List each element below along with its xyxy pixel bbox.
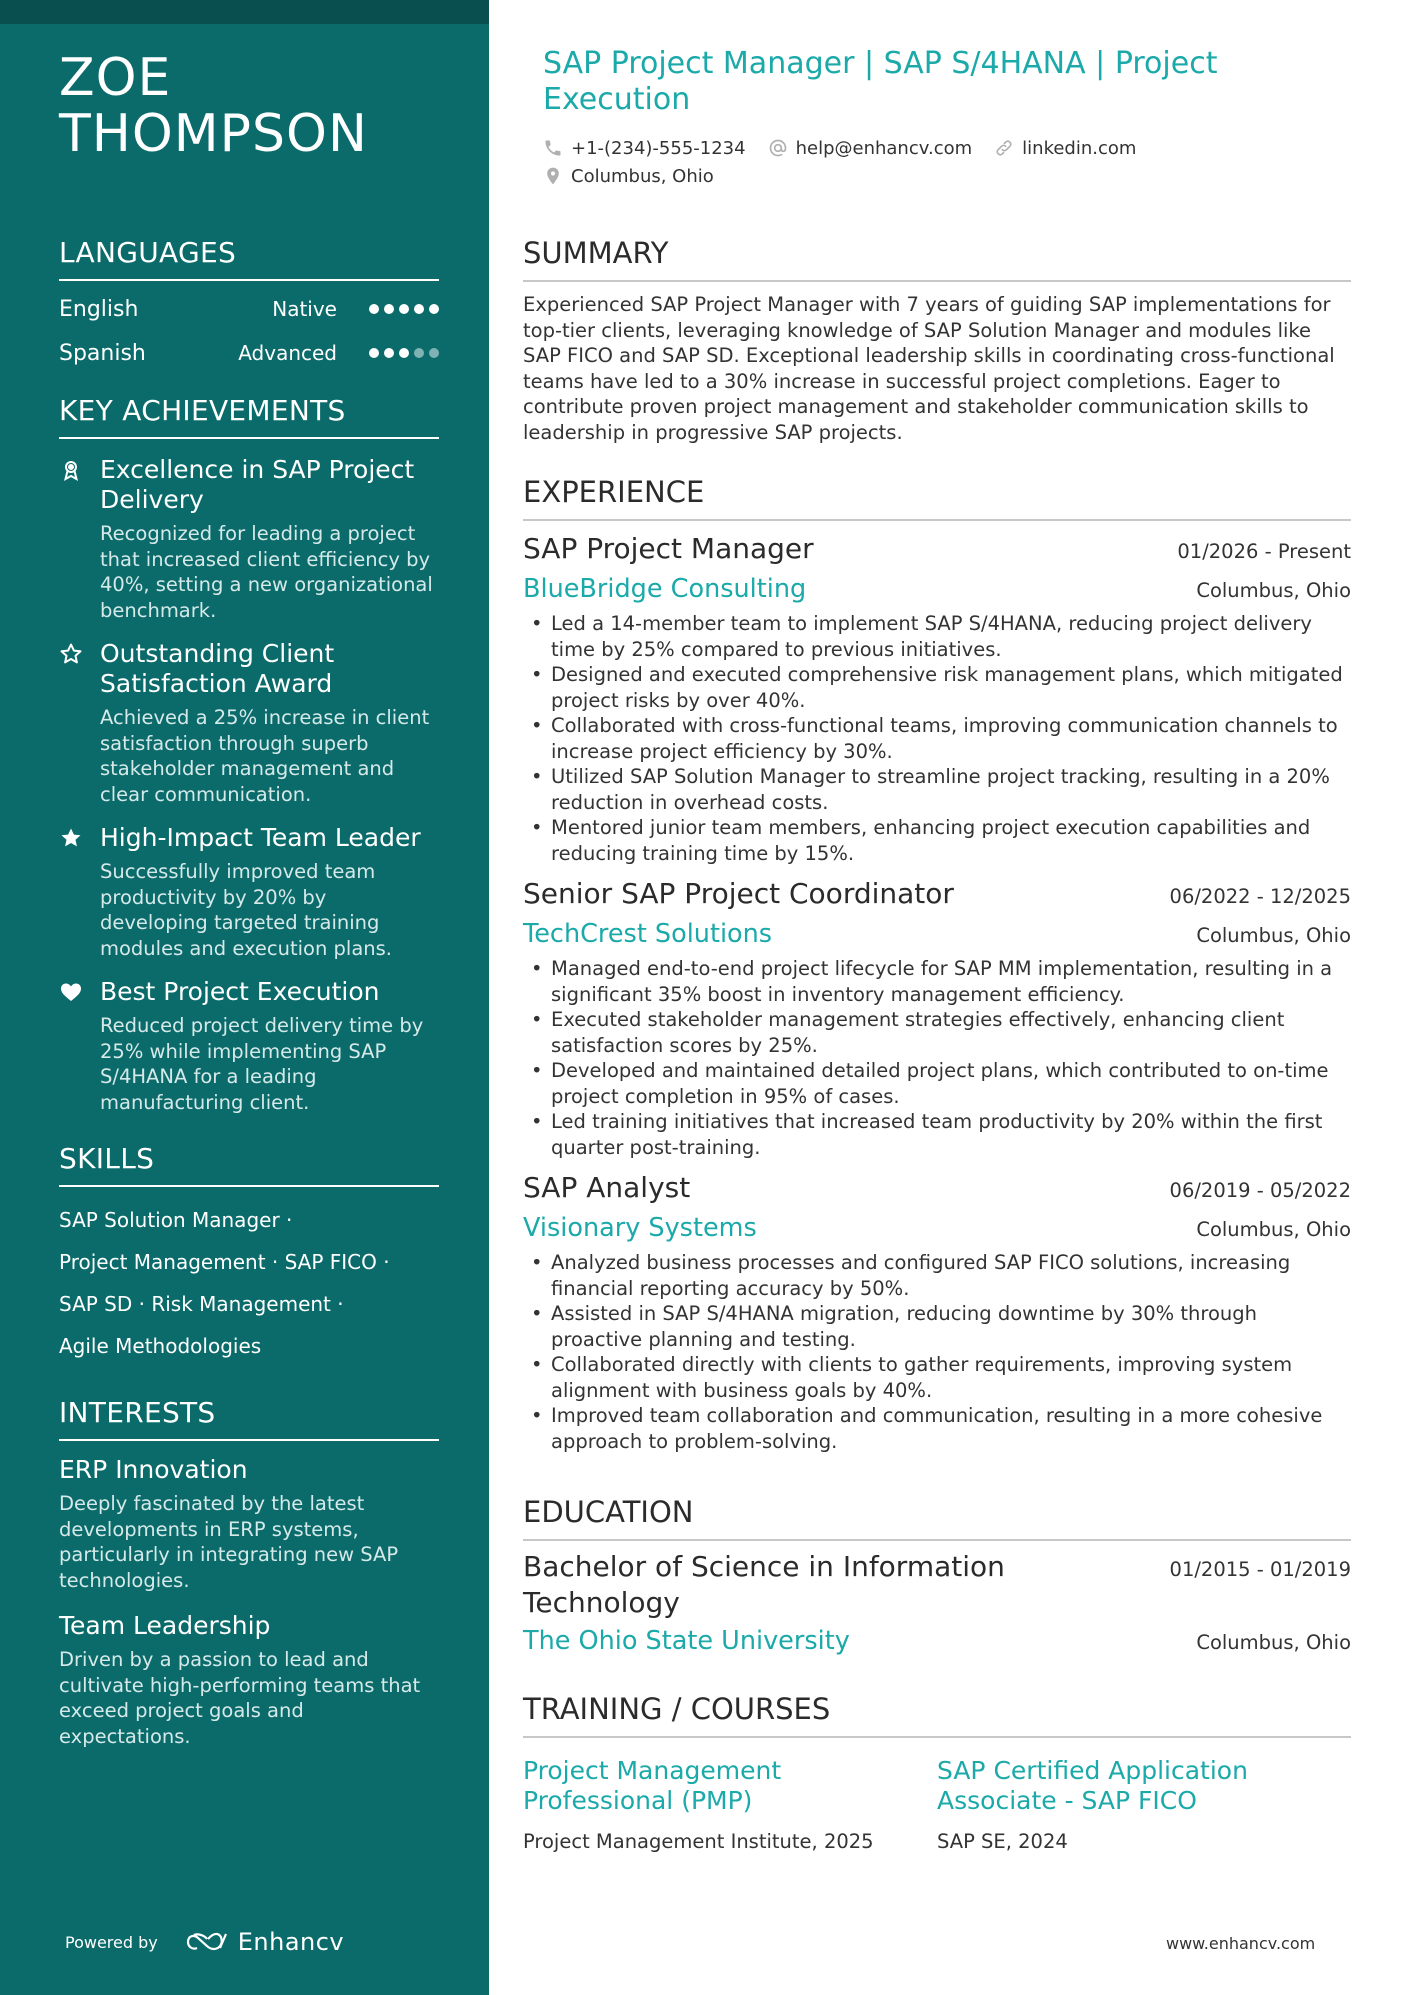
heart-icon [59, 980, 83, 1004]
job-bullet: • Led training initiatives that increased team productivity by 20% within the first quarter post-training. [523, 1109, 1351, 1160]
course-title: SAP Certified Application Associate - SAP FICO [937, 1756, 1248, 1815]
achievement-title: Outstanding Client Satisfaction Award [100, 639, 335, 698]
skills-heading: SKILLS [59, 1142, 439, 1187]
education-section [523, 1495, 1351, 1661]
training-heading: TRAINING / COURSES [523, 1692, 1351, 1738]
contact-email[interactable]: help@enhancv.com [768, 138, 973, 159]
job-bullets [523, 611, 1351, 866]
languages-section [59, 236, 439, 375]
star-outline-icon [59, 642, 83, 666]
interest-title: Team Leadership [59, 1611, 271, 1640]
rating-dot [384, 304, 394, 314]
job-company: Visionary Systems [523, 1213, 757, 1243]
job-location: Columbus, Ohio [1196, 924, 1351, 947]
education-degree: Bachelor of Science in Information Technology [523, 1550, 1005, 1619]
powered-by-label: Powered by [65, 1932, 158, 1952]
enhancv-logo-icon [184, 1930, 230, 1954]
star-filled-icon [59, 826, 83, 850]
rating-dot [414, 304, 424, 314]
rating-dot [429, 304, 439, 314]
achievement-desc: Achieved a 25% increase in client satisfaction through superb stakeholder management and clear communication. [100, 706, 430, 806]
contact-phone[interactable]: +1-(234)-555-1234 [543, 138, 746, 159]
summary-text: Experienced SAP Project Manager with 7 years of guiding SAP implementations for top-tier clients, leveraging knowledge of SAP Solution Manager and modules like SAP FICO and SAP SD. Exceptional leadership skills in coordinating cross-functional teams have led to a 30% increase in successful project completions. Eager to contribute proven project management and stakeholder communication skills to leadership in progressive SAP projects. [523, 293, 1335, 444]
phone-icon [543, 138, 563, 158]
interest-item [59, 1609, 439, 1749]
course-title: Project Management Professional (PMP) [523, 1756, 782, 1815]
job-bullet: • Mentored junior team members, enhancing project execution capabilities and reducing training time by 15%. [523, 815, 1351, 866]
skill-line: SAP SD · Risk Management · [59, 1292, 344, 1316]
skills-section [59, 1142, 439, 1367]
rating-dot [399, 304, 409, 314]
job-bullet: • Managed end-to-end project lifecycle for SAP MM implementation, resulting in a significant 35% boost in inventory management efficiency. [523, 956, 1351, 1007]
job-bullet: • Assisted in SAP S/4HANA migration, reducing downtime by 30% through proactive planning and testing. [523, 1301, 1351, 1352]
language-rating [369, 348, 439, 358]
sidebar-top-bar [0, 0, 489, 24]
experience-heading: EXPERIENCE [523, 475, 1351, 521]
language-name: English [59, 296, 139, 322]
job-dates: 06/2022 - 12/2025 [1169, 885, 1351, 908]
rating-dot [384, 348, 394, 358]
interest-desc: Deeply fascinated by the latest developments in ERP systems, particularly in integrating new SAP technologies. [59, 1492, 399, 1592]
job-location: Columbus, Ohio [1196, 579, 1351, 602]
achievement-desc: Recognized for leading a project that increased client efficiency by 40%, setting a new organizational benchmark. [100, 522, 433, 622]
education-dates: 01/2015 - 01/2019 [1169, 1558, 1351, 1581]
at-icon [768, 138, 788, 158]
course-org: SAP SE, 2024 [937, 1830, 1068, 1853]
skill-line: Project Management · SAP FICO · [59, 1250, 390, 1274]
job-dates: 06/2019 - 05/2022 [1169, 1179, 1351, 1202]
experience-section [523, 475, 1351, 1454]
job-bullet: • Developed and maintained detailed project plans, which contributed to on-time project completion in 95% of cases. [523, 1058, 1351, 1109]
achievement-title: Excellence in SAP Project Delivery [100, 455, 415, 514]
rating-dot [399, 348, 409, 358]
course-item [937, 1756, 1351, 1853]
language-item [59, 331, 439, 375]
job-entry [523, 874, 1351, 1160]
achievement-title: High-Impact Team Leader [100, 823, 421, 852]
job-bullet: • Analyzed business processes and configured SAP FICO solutions, increasing financial reporting accuracy by 50%. [523, 1250, 1351, 1301]
language-name: Spanish [59, 340, 146, 366]
interest-desc: Driven by a passion to lead and cultivate high-performing teams that exceed project goals and expectations. [59, 1648, 421, 1748]
job-company: BlueBridge Consulting [523, 574, 807, 604]
enhancv-brand-name: Enhancv [237, 1928, 345, 1956]
job-location: Columbus, Ohio [1196, 1218, 1351, 1241]
job-bullet: • Utilized SAP Solution Manager to streamline project tracking, resulting in a 20% reduction in overhead costs. [523, 764, 1351, 815]
languages-heading: LANGUAGES [59, 236, 439, 281]
job-title: Senior SAP Project Coordinator [523, 877, 954, 910]
job-entry [523, 1168, 1351, 1454]
contact-linkedin[interactable]: linkedin.com [994, 138, 1136, 159]
interests-section [59, 1396, 439, 1749]
achievement-desc: Reduced project delivery time by 25% while implementing SAP S/4HANA for a leading manufacturing client. [100, 1014, 424, 1114]
sidebar [0, 0, 489, 1995]
courses-list [523, 1756, 1351, 1853]
summary-section [523, 236, 1351, 445]
job-bullet: • Executed stakeholder management strategies effectively, enhancing client satisfaction scores by 25%. [523, 1007, 1351, 1058]
skills-list [59, 1199, 439, 1367]
education-heading: EDUCATION [523, 1495, 1351, 1541]
location-pin-icon [543, 166, 563, 186]
achievement-item [59, 823, 439, 961]
achievement-item [59, 455, 439, 623]
job-bullet: • Designed and executed comprehensive risk management plans, which mitigated project risks by over 40%. [523, 662, 1351, 713]
skill-line: SAP Solution Manager · [59, 1208, 293, 1232]
interests-heading: INTERESTS [59, 1396, 439, 1441]
achievement-title: Best Project Execution [100, 977, 380, 1006]
skill-line: Agile Methodologies [59, 1334, 262, 1358]
achievements-section [59, 394, 439, 1115]
job-entry [523, 529, 1351, 866]
link-icon [994, 138, 1014, 158]
job-title: SAP Analyst [523, 1171, 691, 1204]
course-item [523, 1756, 937, 1853]
training-section [523, 1692, 1351, 1853]
course-org: Project Management Institute, 2025 [523, 1830, 874, 1853]
contact-location: Columbus, Ohio [543, 166, 714, 187]
rating-dot [369, 348, 379, 358]
language-level: Native [272, 297, 337, 321]
language-item [59, 287, 439, 331]
language-level: Advanced [238, 341, 337, 365]
job-bullets [523, 956, 1351, 1160]
interest-item [59, 1453, 439, 1593]
enhancv-logo[interactable] [184, 1928, 344, 1956]
education-school: The Ohio State University [523, 1626, 850, 1656]
achievements-heading: KEY ACHIEVEMENTS [59, 394, 439, 439]
interest-title: ERP Innovation [59, 1455, 248, 1484]
candidate-name: ZOE THOMPSON [59, 48, 368, 164]
rating-dot [429, 348, 439, 358]
job-dates: 01/2026 - Present [1177, 540, 1351, 563]
award-icon [59, 458, 83, 482]
main-content [523, 0, 1351, 1995]
powered-by [65, 1928, 344, 1956]
rating-dot [369, 304, 379, 314]
job-bullet: • Collaborated directly with clients to gather requirements, improving system alignment with business goals by 40%. [523, 1352, 1351, 1403]
job-bullet: • Improved team collaboration and communication, resulting in a more cohesive approach to problem-solving. [523, 1403, 1351, 1454]
education-location: Columbus, Ohio [1196, 1631, 1351, 1654]
job-company: TechCrest Solutions [523, 919, 773, 949]
summary-heading: SUMMARY [523, 236, 1351, 282]
enhancv-site-link[interactable]: www.enhancv.com [1166, 1934, 1316, 1953]
rating-dot [414, 348, 424, 358]
job-bullet: • Led a 14-member team to implement SAP S/4HANA, reducing project delivery time by 25% compared to previous initiatives. [523, 611, 1351, 662]
achievement-desc: Successfully improved team productivity by 20% by developing targeted training modules and execution plans. [100, 860, 393, 960]
job-bullet: • Collaborated with cross-functional teams, improving communication channels to increase project efficiency by 30%. [523, 713, 1351, 764]
job-bullets [523, 1250, 1351, 1454]
job-title: SAP Project Manager [523, 532, 814, 565]
language-rating [369, 304, 439, 314]
contact-info [543, 134, 1263, 190]
headline: SAP Project Manager | SAP S/4HANA | Project Execution [543, 46, 1218, 117]
achievement-item [59, 639, 439, 807]
achievement-item [59, 977, 439, 1115]
